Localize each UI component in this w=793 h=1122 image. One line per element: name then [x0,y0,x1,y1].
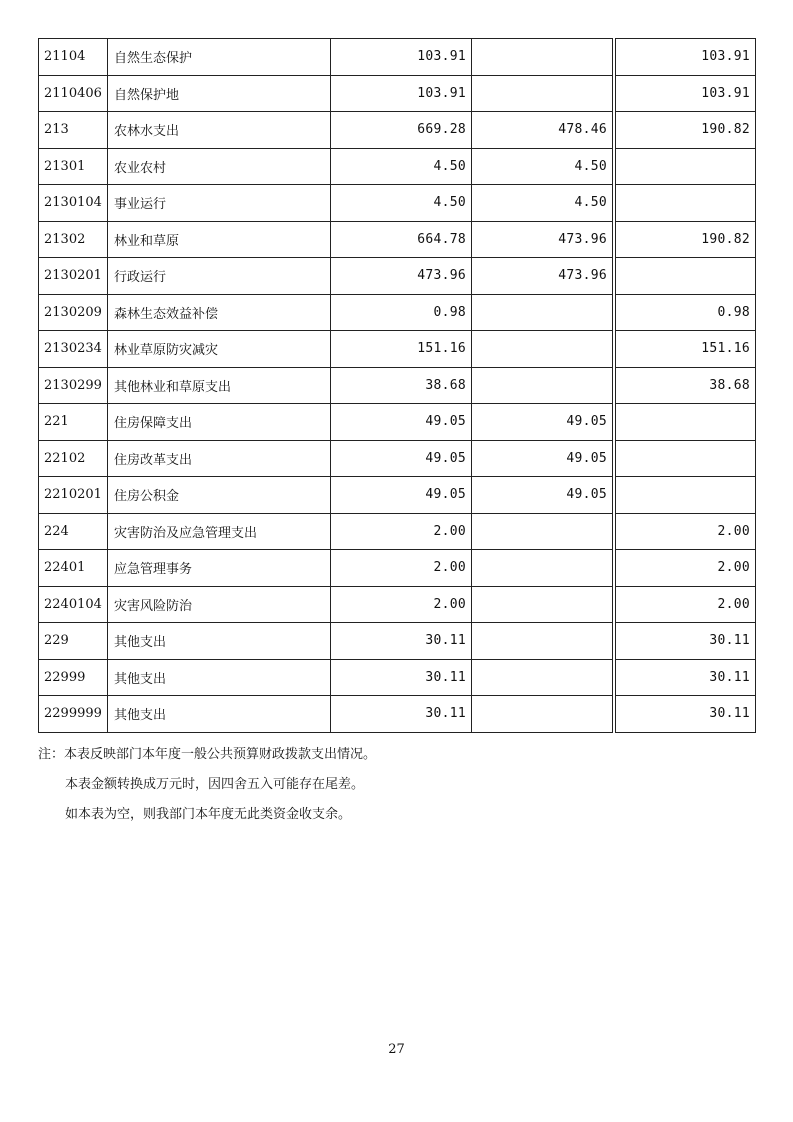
cell-basic: 4.50 [472,148,613,185]
table-notes [38,740,376,830]
table-body [39,39,756,733]
cell-total: 30.11 [331,623,472,660]
cell-code: 22999 [39,659,108,696]
cell-code: 2130209 [39,294,108,331]
cell-code: 229 [39,623,108,660]
cell-basic: 49.05 [472,477,613,514]
cell-basic [472,331,613,368]
cell-basic [472,75,613,112]
cell-code: 21104 [39,39,108,76]
budget-expenditure-table [38,38,756,733]
cell-basic [472,550,613,587]
cell-code: 2130104 [39,185,108,222]
cell-name: 应急管理事务 [108,550,331,587]
cell-total: 30.11 [331,659,472,696]
cell-project: 30.11 [616,696,756,733]
cell-code: 2110406 [39,75,108,112]
cell-name: 林业和草原 [108,221,331,258]
table-row [39,185,756,222]
cell-code: 2240104 [39,586,108,623]
cell-code: 221 [39,404,108,441]
cell-code: 2130299 [39,367,108,404]
cell-code: 2210201 [39,477,108,514]
cell-project: 103.91 [616,75,756,112]
cell-name: 其他支出 [108,659,331,696]
cell-project [616,440,756,477]
cell-code: 22401 [39,550,108,587]
cell-project: 2.00 [616,586,756,623]
cell-name: 住房保障支出 [108,404,331,441]
cell-name: 行政运行 [108,258,331,295]
cell-project: 190.82 [616,112,756,149]
cell-total: 2.00 [331,586,472,623]
cell-total: 0.98 [331,294,472,331]
cell-name: 事业运行 [108,185,331,222]
table-row [39,221,756,258]
cell-basic [472,513,613,550]
cell-total: 49.05 [331,477,472,514]
cell-project [616,185,756,222]
cell-name: 灾害防治及应急管理支出 [108,513,331,550]
cell-name: 住房公积金 [108,477,331,514]
cell-basic [472,367,613,404]
table-row [39,331,756,368]
cell-name: 自然生态保护 [108,39,331,76]
table-row [39,440,756,477]
cell-name: 灾害风险防治 [108,586,331,623]
cell-total: 473.96 [331,258,472,295]
cell-total: 664.78 [331,221,472,258]
cell-project: 30.11 [616,623,756,660]
cell-code: 21302 [39,221,108,258]
note-line: 注：本表反映部门本年度一般公共预算财政拨款支出情况。 [38,747,377,762]
cell-project: 30.11 [616,659,756,696]
page-number: 27 [388,1042,405,1057]
note-line: 本表金额转换成万元时，因四舍五入可能存在尾差。 [65,777,365,792]
cell-project: 2.00 [616,513,756,550]
cell-total: 4.50 [331,185,472,222]
cell-basic: 478.46 [472,112,613,149]
table-row [39,513,756,550]
cell-name: 住房改革支出 [108,440,331,477]
cell-total: 669.28 [331,112,472,149]
cell-total: 103.91 [331,75,472,112]
cell-project [616,404,756,441]
cell-total: 2.00 [331,550,472,587]
cell-name: 林业草原防灾减灾 [108,331,331,368]
cell-code: 213 [39,112,108,149]
cell-project [616,258,756,295]
table-row [39,696,756,733]
cell-project: 0.98 [616,294,756,331]
cell-project [616,477,756,514]
cell-project [616,148,756,185]
cell-project: 103.91 [616,39,756,76]
cell-total: 103.91 [331,39,472,76]
cell-project: 151.16 [616,331,756,368]
cell-name: 森林生态效益补偿 [108,294,331,331]
cell-code: 2299999 [39,696,108,733]
table-row [39,659,756,696]
cell-name: 农林水支出 [108,112,331,149]
cell-name: 其他支出 [108,696,331,733]
cell-basic [472,586,613,623]
table-row [39,148,756,185]
cell-basic: 49.05 [472,404,613,441]
table-row [39,477,756,514]
table-row [39,367,756,404]
cell-total: 4.50 [331,148,472,185]
cell-total: 49.05 [331,404,472,441]
table-row [39,294,756,331]
cell-basic [472,623,613,660]
table-row [39,75,756,112]
cell-project: 190.82 [616,221,756,258]
table-row [39,623,756,660]
cell-total: 2.00 [331,513,472,550]
cell-project: 38.68 [616,367,756,404]
cell-name: 自然保护地 [108,75,331,112]
cell-project: 2.00 [616,550,756,587]
cell-basic [472,659,613,696]
table-row [39,586,756,623]
cell-code: 22102 [39,440,108,477]
table-row [39,258,756,295]
note-line: 如本表为空，则我部门本年度无此类资金收支余。 [65,807,352,822]
cell-code: 21301 [39,148,108,185]
cell-basic [472,39,613,76]
cell-code: 2130234 [39,331,108,368]
cell-name: 其他支出 [108,623,331,660]
table-row [39,112,756,149]
cell-basic [472,696,613,733]
table-row [39,404,756,441]
cell-total: 151.16 [331,331,472,368]
cell-basic: 473.96 [472,221,613,258]
table-row [39,550,756,587]
cell-basic: 49.05 [472,440,613,477]
cell-code: 2130201 [39,258,108,295]
cell-name: 其他林业和草原支出 [108,367,331,404]
cell-basic: 4.50 [472,185,613,222]
cell-code: 224 [39,513,108,550]
cell-basic [472,294,613,331]
cell-basic: 473.96 [472,258,613,295]
cell-total: 38.68 [331,367,472,404]
table-row [39,39,756,76]
cell-total: 30.11 [331,696,472,733]
cell-name: 农业农村 [108,148,331,185]
cell-total: 49.05 [331,440,472,477]
